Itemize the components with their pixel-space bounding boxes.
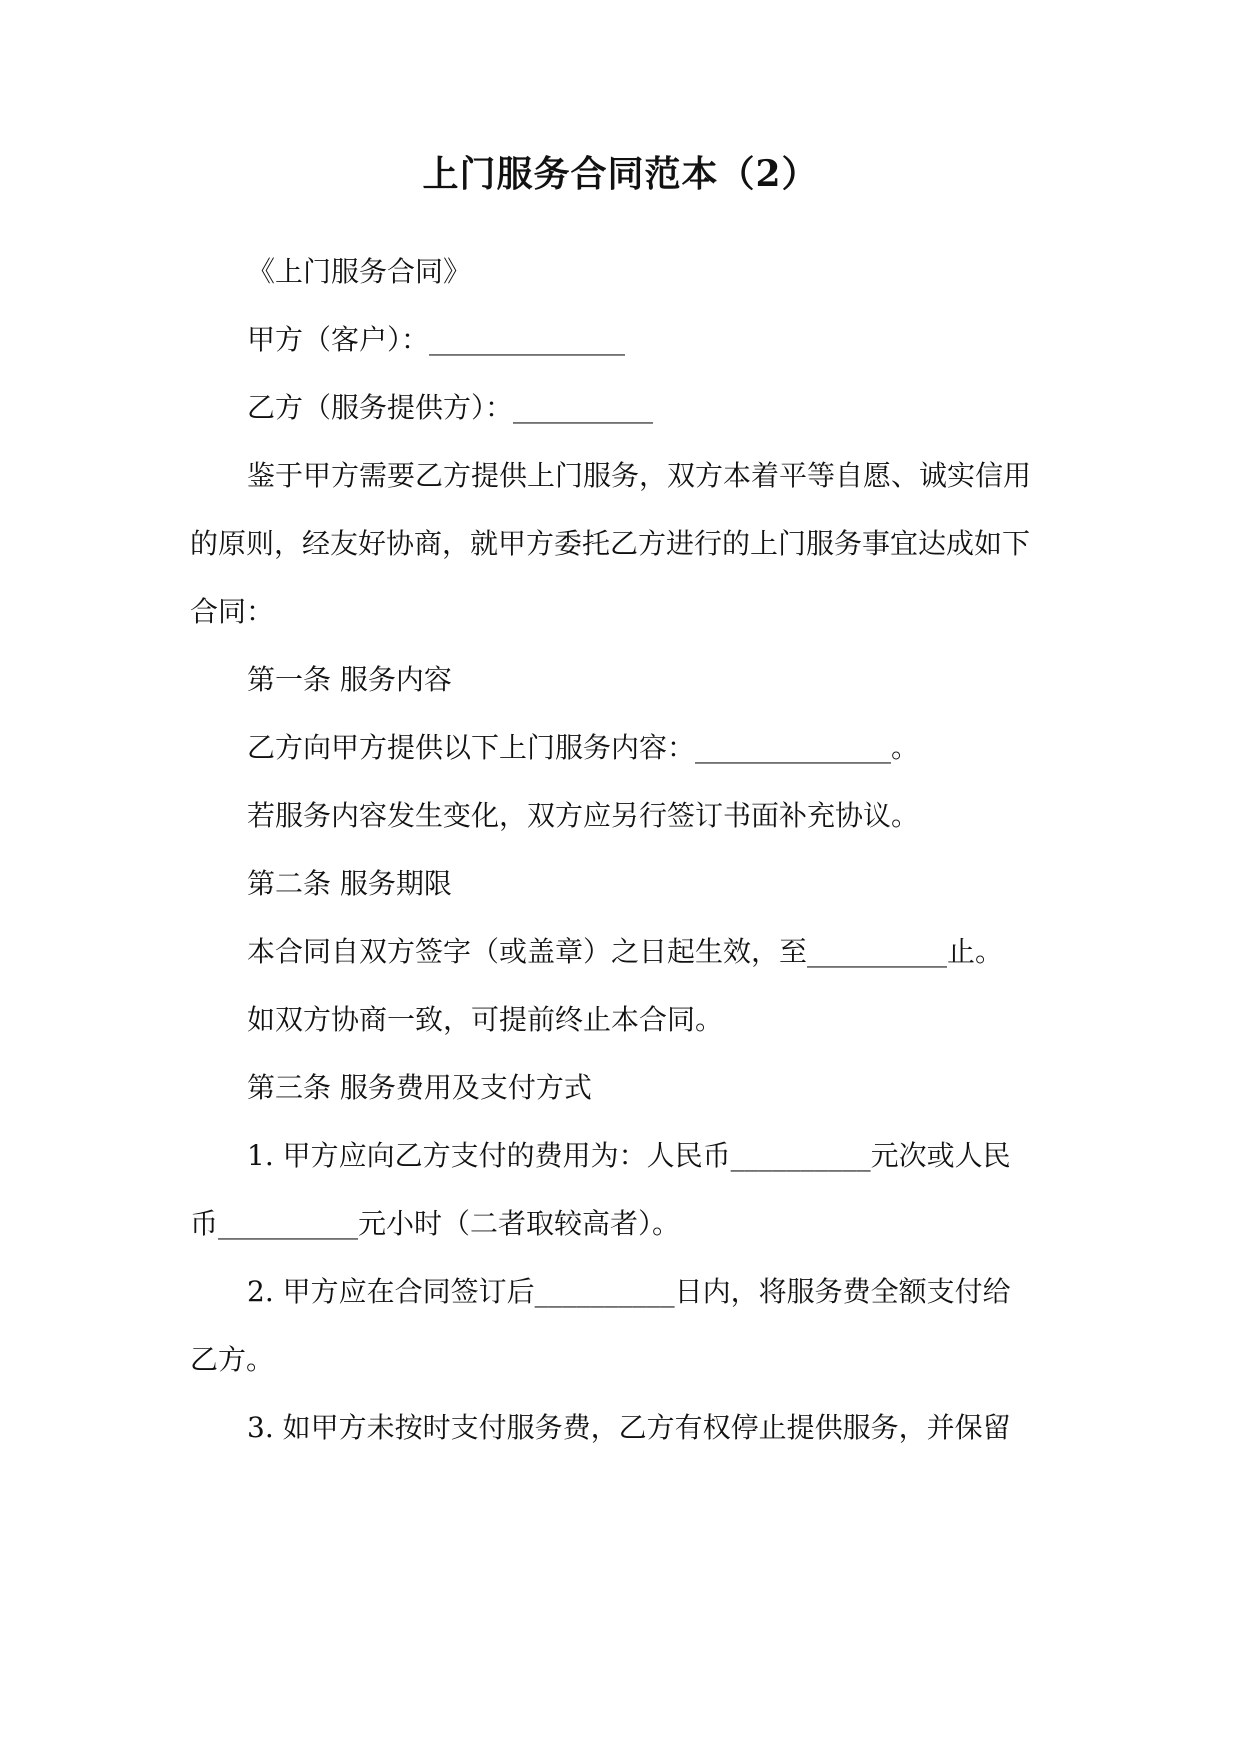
article-3-heading: 第三条 服务费用及支付方式 [247, 1071, 592, 1104]
article-3-item-2-line-1: 2. 甲方应在合同签订后__________日内，将服务费全额支付给 [247, 1275, 1011, 1308]
party-b-line: 乙方（服务提供方）：__________ [247, 391, 654, 424]
preamble-line-1: 鉴于甲方需要乙方提供上门服务，双方本着平等自愿、诚实信用 [247, 459, 1032, 492]
party-a-line: 甲方（客户）：______________ [247, 323, 626, 356]
article-2-clause-1: 本合同自双方签字（或盖章）之日起生效，至__________止。 [247, 935, 1004, 968]
contract-name: 《上门服务合同》 [247, 255, 472, 288]
preamble-line-2: 的原则，经友好协商，就甲方委托乙方进行的上门服务事宜达成如下 [190, 527, 1031, 560]
article-3-item-1-line-1: 1. 甲方应向乙方支付的费用为：人民币__________元次或人民 [247, 1139, 1011, 1172]
article-3-item-2-line-2: 乙方。 [190, 1343, 275, 1376]
article-3-item-3-line-1: 3. 如甲方未按时支付服务费，乙方有权停止提供服务，并保留 [247, 1411, 1011, 1444]
article-1-heading: 第一条 服务内容 [247, 663, 452, 696]
article-1-clause-1: 乙方向甲方提供以下上门服务内容：______________。 [247, 731, 920, 764]
article-2-heading: 第二条 服务期限 [247, 867, 452, 900]
document-title: 上门服务合同范本（2） [422, 153, 819, 195]
article-2-clause-2: 如双方协商一致，可提前终止本合同。 [247, 1003, 724, 1036]
preamble-line-3: 合同： [190, 595, 275, 628]
article-3-item-1-line-2: 币__________元小时（二者取较高者）。 [190, 1207, 681, 1240]
article-1-clause-2: 若服务内容发生变化，双方应另行签订书面补充协议。 [247, 799, 920, 832]
